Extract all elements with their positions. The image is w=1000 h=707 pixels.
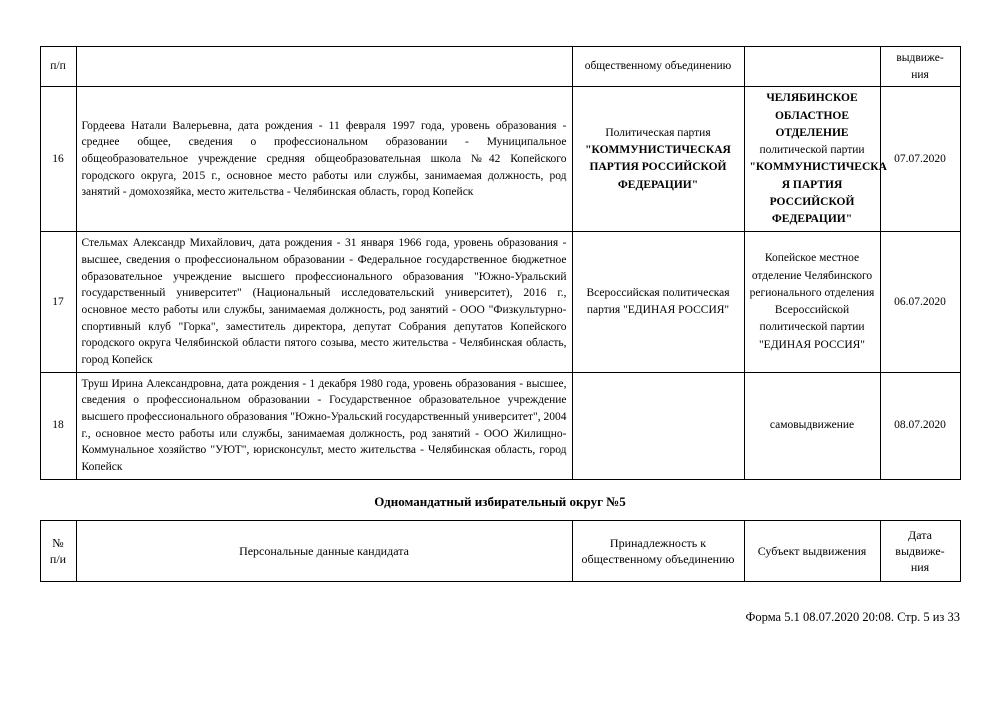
subject-line-7: РОССИЙСКОЙ xyxy=(769,195,855,208)
section-title: Одномандатный избирательный округ №5 xyxy=(374,493,626,509)
column-header-date-line3: ния xyxy=(910,560,930,575)
subject-line-3: регионального отделения xyxy=(749,286,875,299)
row-date: 07.07.2020 xyxy=(880,87,960,232)
candidates-table xyxy=(40,46,961,480)
association-line-1: Политическая партия xyxy=(605,126,711,139)
table-row xyxy=(40,372,960,479)
subject-line-1: ЧЕЛЯБИНСКОЕ xyxy=(766,92,858,105)
header-date-label-line1: выдвиже- xyxy=(896,52,944,64)
association-line-3: ПАРТИЯ РОССИЙСКОЙ xyxy=(589,161,727,174)
subject-line-8: ФЕДЕРАЦИИ" xyxy=(771,213,853,226)
column-header-personal: Персональные данные кандидата xyxy=(76,520,572,582)
subject-line-4: политической партии xyxy=(759,144,865,157)
column-header-date xyxy=(880,520,960,582)
row-association xyxy=(572,232,744,372)
row-personal-data: Труш Ирина Александровна, дата рождения - 1 декабря 1980 года, уровень образования - высшее, сведения о профессиональном образовании - Государственное образовательное учреждение высшего профессионального образования "Южно-Уральский государственный университет", 2004 г., основное место работы или службы, занимаемая должность, род занятий - ООО Жилищно-Коммунальное хозяйство "УЮТ", юрисконсульт, место жительства - Челябинская область, город Копейск xyxy=(76,372,572,479)
column-header-subject: Субъект выдвижения xyxy=(744,520,880,582)
row-personal-data: Стельмах Александр Михайлович, дата рождения - 31 января 1966 года, уровень образования - высшее, сведения о профессиональном образовании - Федеральное государственное бюджетное образовательное учреждение высшего профессионального образования "Южно-Уральский государственный университет" (Национальный исследовательский университет), 2016 г., основное место работы или службы, занимаемая должность, род занятий - ООО "Физкультурно-спортивный клуб "Горка", заместитель директора, депутат Собрания депутатов Копейского городского округа Челябинской области пятого созыва, место жительства - Челябинская область, город Копейск xyxy=(76,232,572,372)
association-line-4: ФЕДЕРАЦИИ" xyxy=(617,178,699,191)
row-subject xyxy=(744,232,880,372)
table-row xyxy=(40,87,960,232)
header-num-label: п/п xyxy=(40,47,76,87)
subject-line-6: "ЕДИНАЯ РОССИЯ" xyxy=(758,338,865,351)
subject-line-6: Я ПАРТИЯ xyxy=(781,178,843,191)
subject-line-5: политической партии xyxy=(759,321,865,334)
subject-line-2: ОБЛАСТНОЕ xyxy=(774,109,850,122)
header-personal-empty xyxy=(76,47,572,87)
row-date: 08.07.2020 xyxy=(880,372,960,479)
next-section-table-header xyxy=(40,520,961,583)
column-header-number xyxy=(40,520,76,582)
subject-line-2: отделение Челябинского xyxy=(751,269,873,282)
row-number: 18 xyxy=(40,372,76,479)
subject-line-5: "КОММУНИСТИЧЕСКА xyxy=(749,161,887,174)
column-header-number-line1: № xyxy=(52,535,64,550)
row-association xyxy=(572,87,744,232)
column-header-number-line2: п/и xyxy=(49,552,67,567)
subject-line-1: Копейское местное xyxy=(764,252,860,265)
header-subject-empty xyxy=(744,47,880,87)
row-personal-data: Гордеева Натали Валерьевна, дата рождения - 11 февраля 1997 года, уровень образования - среднее общее, сведения о профессиональном образовании - Муниципальное общеобразовательное учреждение средняя общеобразовательная школа №42 Копейского городского округа, 2015 г., основное место работы или службы, занимаемая должность, род занятий - домохозяйка, место жительства - Челябинская область, город Копейск xyxy=(76,87,572,232)
column-header-association-line2: общественному объединению xyxy=(581,552,735,567)
subject-line-3: ОТДЕЛЕНИЕ xyxy=(775,126,849,139)
header-date-label-line2: ния xyxy=(911,68,929,81)
table-row xyxy=(40,232,960,372)
column-header-association-line1: Принадлежность к xyxy=(609,535,707,550)
column-header-date-line2: выдвиже- xyxy=(895,543,945,558)
table-header-continuation-row xyxy=(40,47,960,87)
header-association-label: общественному объединению xyxy=(572,47,744,87)
subject-line-4: Всероссийской xyxy=(774,304,850,317)
header-date-label xyxy=(880,47,960,87)
row-subject: самовыдвижение xyxy=(744,372,880,479)
column-header-association xyxy=(572,520,744,582)
top-spacer xyxy=(0,0,1000,46)
column-header-date-line1: Дата xyxy=(908,527,932,542)
association-line-1: Всероссийская политическая xyxy=(586,286,730,299)
row-subject xyxy=(744,87,887,232)
row-date: 06.07.2020 xyxy=(880,232,960,372)
page-footer: Форма 5.1 08.07.2020 20:08. Стр. 5 из 33 xyxy=(745,610,960,625)
row-number: 17 xyxy=(40,232,76,372)
association-line-2: "КОММУНИСТИЧЕСКАЯ xyxy=(585,144,731,157)
association-line-2: партия "ЕДИНАЯ РОССИЯ" xyxy=(586,304,730,317)
row-number: 16 xyxy=(40,87,76,232)
row-association xyxy=(572,372,744,479)
table-header-row xyxy=(40,520,960,582)
